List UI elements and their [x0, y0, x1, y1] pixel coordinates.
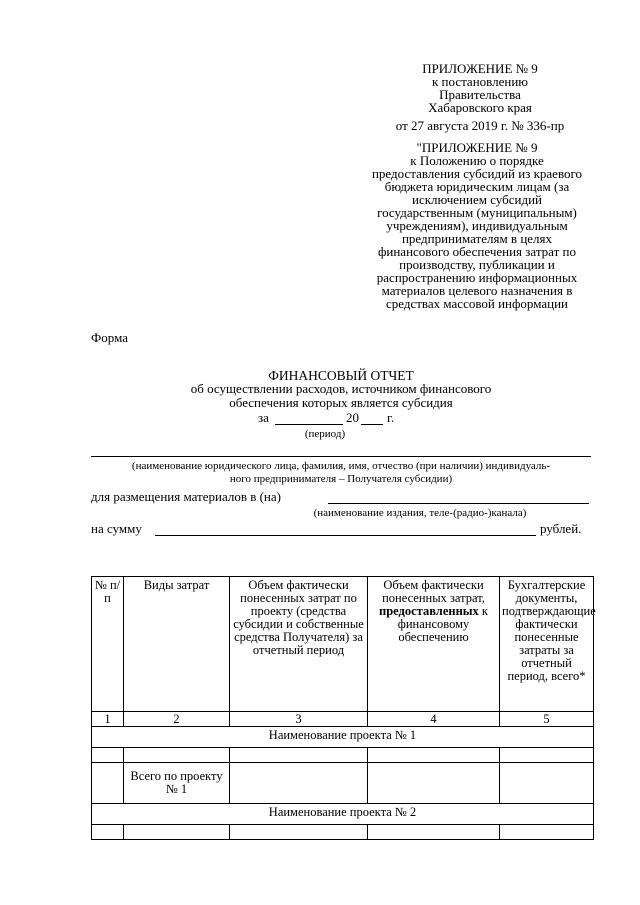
period-caption: (период)	[304, 428, 346, 440]
report-subtitle-1: об осуществлении расходов, источником финансового	[190, 381, 492, 396]
placement-label: для размещения материалов в (на)	[91, 489, 281, 504]
report-subtitle-2: обеспечения которых является субсидия	[229, 395, 453, 410]
annex-date-line: от 27 августа 2019 г. № 336-пр	[395, 118, 565, 133]
regulation-line: предпринимателям в целях	[401, 231, 553, 246]
header-number: № п/п	[92, 577, 124, 712]
column-number: 3	[230, 712, 368, 727]
column-number: 1	[92, 712, 124, 727]
amount-suffix: рублей.	[540, 521, 582, 536]
form-label: Форма	[91, 330, 128, 345]
annex-line: Хабаровского края	[428, 100, 532, 115]
header-cost-type: Виды затрат	[124, 577, 230, 712]
regulation-line: бюджета юридическим лицам (за	[384, 179, 570, 194]
regulation-line: распространению информационных	[376, 270, 578, 285]
period-prefix: за	[258, 410, 269, 425]
regulation-line: производству, публикации и	[399, 257, 555, 272]
table-row	[92, 748, 594, 763]
column-number: 5	[500, 712, 594, 727]
project-1-total-label: Всего по проекту № 1	[124, 763, 230, 804]
recipient-caption-2: ного предпринимателя – Получателя субсидии)	[229, 473, 453, 485]
annex-line: Правительства	[439, 87, 521, 102]
table-cell	[92, 825, 124, 840]
header-accounting-documents: Бухгалтерские документы, подтверждающие фактически понесенные затраты за отчетный период, всего*	[500, 577, 594, 712]
annex-line: к постановлению	[431, 74, 529, 89]
project-2-row	[92, 804, 594, 825]
regulation-line: материалов целевого назначения в	[381, 283, 573, 298]
recipient-field	[91, 456, 591, 457]
table-cell	[230, 825, 368, 840]
regulation-line: финансового обеспечения затрат по	[377, 244, 577, 259]
recipient-caption-1: (наименование юридического лица, фамилия, имя, отчество (при наличии) индивидуаль-	[131, 460, 551, 472]
period-year: 20	[346, 410, 359, 425]
year-field	[361, 424, 383, 425]
table-cell	[92, 763, 124, 804]
table-cell	[500, 763, 594, 804]
project-1-row	[92, 727, 594, 748]
header-actual-costs: Объем фактически понесенных затрат по проекту (средства субсидии и собственные средства Получателя) за отчетный период	[230, 577, 368, 712]
report-title: ФИНАНСОВЫЙ ОТЧЕТ	[268, 368, 414, 383]
table-row	[92, 825, 594, 840]
annex-title: ПРИЛОЖЕНИЕ № 9	[422, 61, 538, 76]
placement-caption: (наименование издания, теле-(радио-)канала)	[313, 507, 527, 519]
table-cell	[92, 748, 124, 763]
placement-field	[328, 503, 589, 504]
project-1-name: Наименование проекта № 1	[92, 727, 594, 748]
header-costs-provided: Объем фактически понесенных затрат, предоставленных к финансовому обеспечению	[368, 577, 500, 712]
table-cell	[124, 748, 230, 763]
regulation-line: государственным (муниципальным)	[377, 205, 577, 220]
amount-label: на сумму	[91, 521, 142, 536]
financial-report-table	[91, 576, 594, 840]
period-field	[275, 424, 343, 425]
regulation-line: предоставления субсидий из краевого	[371, 166, 583, 181]
table-cell	[368, 763, 500, 804]
project-2-name: Наименование проекта № 2	[92, 804, 594, 825]
column-number: 2	[124, 712, 230, 727]
project-1-total-row	[92, 763, 594, 804]
table-number-row	[92, 712, 594, 727]
regulation-line: исключением субсидий	[411, 192, 542, 207]
table-cell	[368, 748, 500, 763]
period-suffix: г.	[387, 410, 395, 425]
regulation-line: к Положению о порядке	[410, 153, 544, 168]
amount-field	[155, 535, 536, 536]
table-cell	[500, 748, 594, 763]
regulation-line: учреждениям), индивидуальным	[386, 218, 568, 233]
regulation-annex-title: "ПРИЛОЖЕНИЕ № 9	[416, 140, 538, 155]
table-cell	[230, 763, 368, 804]
table-cell	[368, 825, 500, 840]
table-cell	[124, 825, 230, 840]
regulation-line: средствах массовой информации	[385, 296, 569, 311]
table-header-row	[92, 577, 594, 712]
table-cell	[230, 748, 368, 763]
table-cell	[500, 825, 594, 840]
column-number: 4	[368, 712, 500, 727]
